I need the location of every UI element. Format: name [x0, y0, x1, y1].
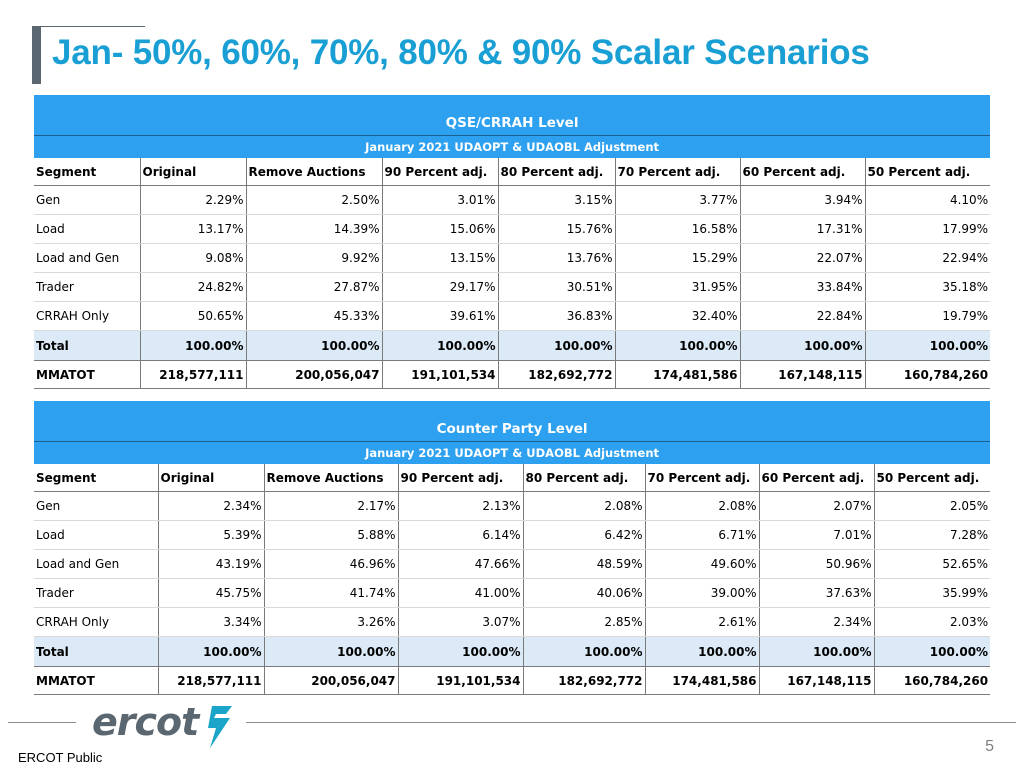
value-cell: 35.18% — [865, 273, 990, 302]
value-cell: 2.07% — [759, 492, 874, 521]
table-row — [34, 521, 990, 550]
value-cell: 100.00% — [645, 637, 759, 667]
column-header-row — [34, 158, 990, 186]
table-heading: Counter Party Level — [34, 401, 990, 442]
value-cell: 100.00% — [740, 331, 865, 361]
ercot-logo — [92, 700, 198, 744]
value-cell: 3.07% — [398, 608, 523, 637]
value-cell: 2.03% — [874, 608, 990, 637]
value-cell: 41.00% — [398, 579, 523, 608]
value-cell: 3.77% — [615, 186, 740, 215]
value-cell: 2.13% — [398, 492, 523, 521]
value-cell: 15.29% — [615, 244, 740, 273]
value-cell: 2.08% — [645, 492, 759, 521]
value-cell: 19.79% — [865, 302, 990, 331]
footer-rule-right — [246, 722, 1016, 723]
value-cell: 37.63% — [759, 579, 874, 608]
segment-cell: Total — [34, 637, 158, 667]
footer-rule-left — [8, 722, 76, 723]
logo-wordmark: ercot — [92, 700, 199, 744]
segment-cell: CRRAH Only — [34, 302, 140, 331]
value-cell: 41.74% — [264, 579, 398, 608]
value-cell: 16.58% — [615, 215, 740, 244]
value-cell: 30.51% — [498, 273, 615, 302]
table-subheading: January 2021 UDAOPT & UDAOBL Adjustment — [34, 136, 990, 159]
value-cell: 2.34% — [158, 492, 264, 521]
value-cell: 47.66% — [398, 550, 523, 579]
segment-cell: MMATOT — [34, 667, 158, 695]
value-cell: 45.33% — [246, 302, 382, 331]
value-cell: 50.96% — [759, 550, 874, 579]
value-cell: 9.92% — [246, 244, 382, 273]
value-cell: 167,148,115 — [740, 361, 865, 389]
value-cell: 100.00% — [158, 637, 264, 667]
value-cell: 2.85% — [523, 608, 645, 637]
counter-party-table — [34, 401, 990, 695]
value-cell: 200,056,047 — [264, 667, 398, 695]
table-row — [34, 244, 990, 273]
value-cell: 15.06% — [382, 215, 498, 244]
column-header: Segment — [34, 158, 140, 186]
title-accent-bar — [32, 26, 41, 84]
value-cell: 100.00% — [382, 331, 498, 361]
value-cell: 6.42% — [523, 521, 645, 550]
value-cell: 100.00% — [398, 637, 523, 667]
column-header: 50 Percent adj. — [874, 464, 990, 492]
value-cell: 4.10% — [865, 186, 990, 215]
segment-cell: Trader — [34, 579, 158, 608]
value-cell: 160,784,260 — [874, 667, 990, 695]
value-cell: 3.15% — [498, 186, 615, 215]
value-cell: 39.00% — [645, 579, 759, 608]
segment-cell: Trader — [34, 273, 140, 302]
table-row — [34, 273, 990, 302]
value-cell: 33.84% — [740, 273, 865, 302]
page-title: Jan- 50%, 60%, 70%, 80% & 90% Scalar Scenarios — [52, 33, 870, 72]
value-cell: 24.82% — [140, 273, 246, 302]
column-header: 80 Percent adj. — [498, 158, 615, 186]
value-cell: 13.15% — [382, 244, 498, 273]
value-cell: 46.96% — [264, 550, 398, 579]
value-cell: 7.01% — [759, 521, 874, 550]
value-cell: 27.87% — [246, 273, 382, 302]
mmatot-row — [34, 667, 990, 695]
value-cell: 100.00% — [264, 637, 398, 667]
value-cell: 182,692,772 — [498, 361, 615, 389]
title-accent-rule — [41, 26, 145, 27]
value-cell: 174,481,586 — [645, 667, 759, 695]
value-cell: 22.94% — [865, 244, 990, 273]
column-header: 60 Percent adj. — [759, 464, 874, 492]
table-row — [34, 492, 990, 521]
column-header: 70 Percent adj. — [615, 158, 740, 186]
value-cell: 39.61% — [382, 302, 498, 331]
segment-cell: Gen — [34, 186, 140, 215]
total-row — [34, 331, 990, 361]
value-cell: 31.95% — [615, 273, 740, 302]
column-header: Original — [158, 464, 264, 492]
ercot-bolt-icon — [204, 704, 234, 755]
segment-cell: Load — [34, 521, 158, 550]
column-header: 70 Percent adj. — [645, 464, 759, 492]
value-cell: 100.00% — [523, 637, 645, 667]
segment-cell: Load and Gen — [34, 550, 158, 579]
value-cell: 5.39% — [158, 521, 264, 550]
column-header-row — [34, 464, 990, 492]
value-cell: 167,148,115 — [759, 667, 874, 695]
value-cell: 100.00% — [498, 331, 615, 361]
value-cell: 5.88% — [264, 521, 398, 550]
value-cell: 15.76% — [498, 215, 615, 244]
table-row — [34, 302, 990, 331]
value-cell: 2.50% — [246, 186, 382, 215]
value-cell: 9.08% — [140, 244, 246, 273]
value-cell: 13.76% — [498, 244, 615, 273]
classification-label: ERCOT Public — [18, 750, 103, 765]
value-cell: 2.05% — [874, 492, 990, 521]
value-cell: 6.71% — [645, 521, 759, 550]
value-cell: 160,784,260 — [865, 361, 990, 389]
value-cell: 3.01% — [382, 186, 498, 215]
value-cell: 182,692,772 — [523, 667, 645, 695]
value-cell: 48.59% — [523, 550, 645, 579]
value-cell: 2.34% — [759, 608, 874, 637]
value-cell: 17.31% — [740, 215, 865, 244]
value-cell: 191,101,534 — [398, 667, 523, 695]
value-cell: 100.00% — [865, 331, 990, 361]
value-cell: 100.00% — [615, 331, 740, 361]
mmatot-row — [34, 361, 990, 389]
value-cell: 52.65% — [874, 550, 990, 579]
qse-crrah-table — [34, 95, 990, 389]
table-row — [34, 215, 990, 244]
table-heading: QSE/CRRAH Level — [34, 95, 990, 136]
column-header: Remove Auctions — [246, 158, 382, 186]
value-cell: 40.06% — [523, 579, 645, 608]
value-cell: 191,101,534 — [382, 361, 498, 389]
value-cell: 100.00% — [140, 331, 246, 361]
value-cell: 17.99% — [865, 215, 990, 244]
value-cell: 200,056,047 — [246, 361, 382, 389]
value-cell: 218,577,111 — [140, 361, 246, 389]
segment-cell: Total — [34, 331, 140, 361]
value-cell: 6.14% — [398, 521, 523, 550]
value-cell: 22.84% — [740, 302, 865, 331]
value-cell: 3.26% — [264, 608, 398, 637]
value-cell: 45.75% — [158, 579, 264, 608]
value-cell: 100.00% — [246, 331, 382, 361]
column-header: Segment — [34, 464, 158, 492]
value-cell: 36.83% — [498, 302, 615, 331]
value-cell: 22.07% — [740, 244, 865, 273]
value-cell: 2.29% — [140, 186, 246, 215]
table-row — [34, 579, 990, 608]
total-row — [34, 637, 990, 667]
value-cell: 35.99% — [874, 579, 990, 608]
value-cell: 2.61% — [645, 608, 759, 637]
value-cell: 2.08% — [523, 492, 645, 521]
value-cell: 7.28% — [874, 521, 990, 550]
table-row — [34, 186, 990, 215]
table-row — [34, 550, 990, 579]
table-subheading: January 2021 UDAOPT & UDAOBL Adjustment — [34, 442, 990, 465]
column-header: 50 Percent adj. — [865, 158, 990, 186]
value-cell: 100.00% — [759, 637, 874, 667]
value-cell: 2.17% — [264, 492, 398, 521]
table-row — [34, 608, 990, 637]
segment-cell: Load and Gen — [34, 244, 140, 273]
column-header: 60 Percent adj. — [740, 158, 865, 186]
value-cell: 32.40% — [615, 302, 740, 331]
value-cell: 13.17% — [140, 215, 246, 244]
column-header: 90 Percent adj. — [382, 158, 498, 186]
page-number: 5 — [985, 738, 994, 755]
column-header: 90 Percent adj. — [398, 464, 523, 492]
value-cell: 100.00% — [874, 637, 990, 667]
value-cell: 3.94% — [740, 186, 865, 215]
segment-cell: MMATOT — [34, 361, 140, 389]
value-cell: 3.34% — [158, 608, 264, 637]
value-cell: 14.39% — [246, 215, 382, 244]
value-cell: 50.65% — [140, 302, 246, 331]
segment-cell: Load — [34, 215, 140, 244]
value-cell: 49.60% — [645, 550, 759, 579]
segment-cell: CRRAH Only — [34, 608, 158, 637]
value-cell: 29.17% — [382, 273, 498, 302]
value-cell: 174,481,586 — [615, 361, 740, 389]
value-cell: 43.19% — [158, 550, 264, 579]
value-cell: 218,577,111 — [158, 667, 264, 695]
column-header: Original — [140, 158, 246, 186]
column-header: Remove Auctions — [264, 464, 398, 492]
segment-cell: Gen — [34, 492, 158, 521]
column-header: 80 Percent adj. — [523, 464, 645, 492]
